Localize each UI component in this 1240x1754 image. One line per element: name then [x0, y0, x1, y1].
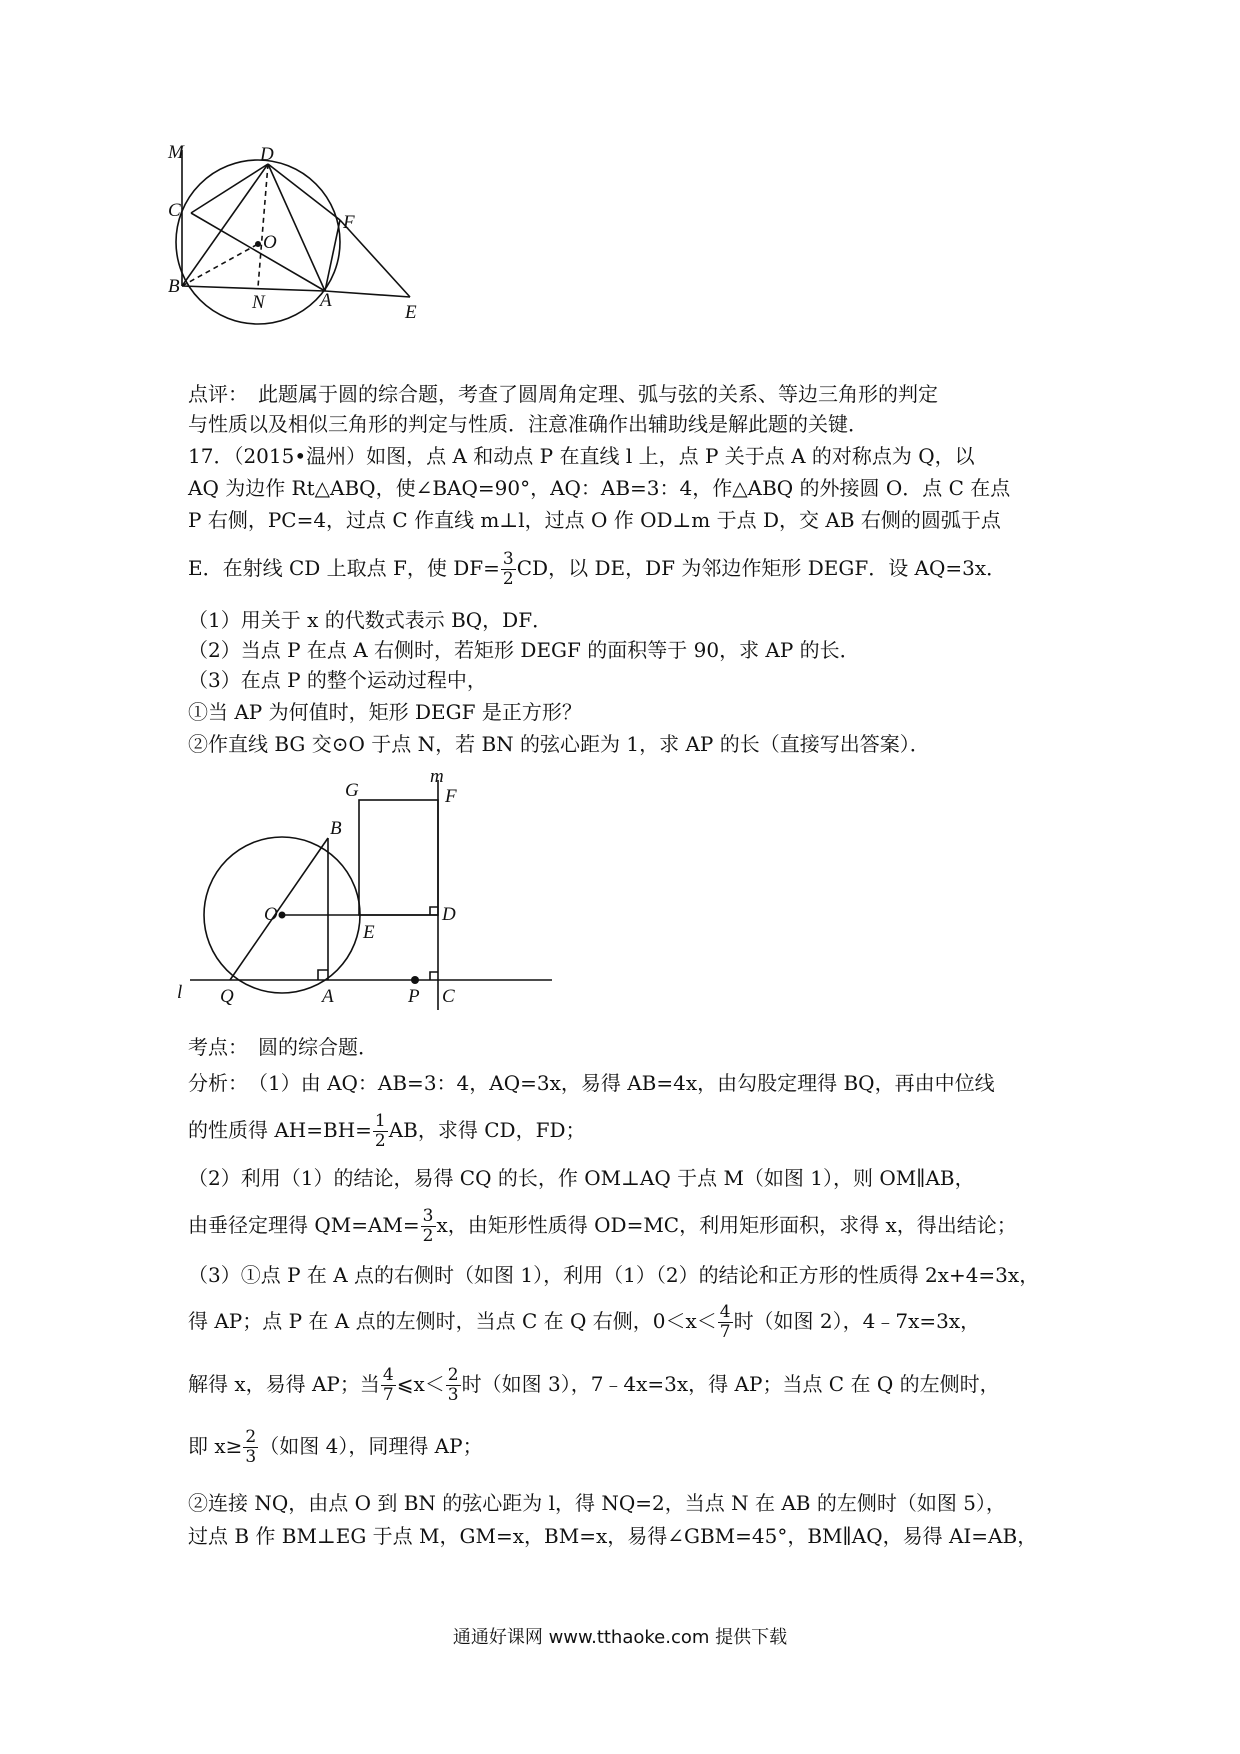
- label-N: N: [252, 292, 265, 313]
- label-C: C: [442, 986, 455, 1007]
- problem-line-4b: CD，以 DE，DF 为邻边作矩形 DEGF．设 AQ=3x．: [516, 556, 1007, 580]
- fraction-1-2: $\frac{1}{2}$: [374, 1111, 386, 1151]
- fraction-4-7: $\frac{4}{7}$: [719, 1302, 731, 1342]
- label-D: D: [442, 904, 456, 925]
- label-D: D: [260, 144, 274, 165]
- question-3-2: ②作直线 BG 交⊙O 于点 N，若 BN 的弦心距为 1，求 AP 的长（直接写出答案）．: [188, 732, 930, 756]
- label-O: O: [263, 232, 277, 253]
- analysis-line-1: 分析： （1）由 AQ：AB=3：4，AQ=3x，易得 AB=4x，由勾股定理得 BQ，再由中位线: [188, 1071, 995, 1095]
- label-B: B: [168, 276, 180, 297]
- fraction-3-2: $\frac{3}{2}$: [502, 549, 514, 589]
- label-E: E: [405, 302, 417, 323]
- label-G: G: [345, 780, 359, 801]
- label-Q: Q: [220, 986, 234, 1007]
- analysis-line-9: ②连接 NQ，由点 O 到 BN 的弦心距为 l，得 NQ=2，当点 N 在 AB 的左侧时（如图 5），: [188, 1491, 1006, 1515]
- analysis-line-8: 即 x≥ $\frac{2}{3}$ （如图 4），同理得 AP；: [188, 1427, 483, 1467]
- label-A: A: [320, 290, 332, 311]
- fraction-2-3: $\frac{2}{3}$: [245, 1427, 257, 1467]
- analysis-line-5: （3）①点 P 在 A 点的右侧时（如图 1），利用（1）（2）的结论和正方形的性质得 2x+4=3x，: [188, 1263, 1040, 1287]
- problem-line-3: P 右侧，PC=4，过点 C 作直线 m⊥l，过点 O 作 OD⊥m 于点 D，交 AB 右侧的圆弧于点: [188, 508, 1001, 532]
- analysis-line-4: 由垂径定理得 QM=AM= $\frac{3}{2}$ x，由矩形性质得 OD=MC，利用矩形面积，求得 x，得出结论；: [188, 1206, 1017, 1246]
- fraction-3-2: $\frac{3}{2}$: [422, 1206, 434, 1246]
- analysis-line-3: （2）利用（1）的结论，易得 CQ 的长，作 OM⊥AQ 于点 M（如图 1），则 OM∥AB，: [188, 1166, 975, 1190]
- label-l: l: [177, 982, 183, 1003]
- problem-line-1: 17．（2015•温州）如图，点 A 和动点 P 在直线 l 上，点 P 关于点 A 的对称点为 Q，以: [188, 444, 975, 468]
- problem-line-4: [188, 550, 1068, 589]
- kaodian: 考点： 圆的综合题．: [188, 1035, 378, 1059]
- label-P: P: [408, 986, 420, 1007]
- label-B: B: [330, 818, 342, 839]
- problem-line-4a: E．在射线 CD 上取点 F，使 DF=: [188, 556, 500, 580]
- label-E: E: [363, 922, 375, 943]
- review-line-1: 点评： 此题属于圆的综合题，考查了圆周角定理、弧与弦的关系、等边三角形的判定: [188, 382, 938, 406]
- label-C: C: [168, 200, 181, 221]
- rectangle-degf: [359, 800, 438, 915]
- analysis-line-7: 解得 x，易得 AP；当 $\frac{4}{7}$ ⩽x＜ $\frac{2}{3}$ 时（如图 3），7﹣4x=3x，得 AP；当点 C 在 Q 的左侧时，: [188, 1365, 1000, 1405]
- footer-source: 通通好课网 www.tthaoke.com 提供下载: [452, 1627, 788, 1648]
- label-O: O: [264, 904, 278, 925]
- label-F: F: [445, 786, 457, 807]
- question-3: （3）在点 P 的整个运动过程中，: [188, 668, 487, 692]
- analysis-line-6: 得 AP；点 P 在 A 点的左侧时，当点 C 在 Q 右侧，0＜x＜ $\frac{4}{7}$ 时（如图 2），4﹣7x=3x，: [188, 1302, 981, 1342]
- review-line-2: 与性质以及相似三角形的判定与性质．注意准确作出辅助线是解此题的关键．: [188, 412, 868, 436]
- label-m: m: [430, 766, 444, 787]
- label-M: M: [168, 142, 184, 163]
- fraction-2-3: $\frac{2}{3}$: [447, 1365, 459, 1405]
- analysis-line-10: 过点 B 作 BM⊥EG 于点 M，GM=x，BM=x，易得∠GBM=45°，BM∥AQ，易得 AI=AB，: [188, 1524, 1038, 1548]
- label-F: F: [343, 212, 355, 233]
- question-3-1: ①当 AP 为何值时，矩形 DEGF 是正方形？: [188, 700, 582, 724]
- question-1: （1）用关于 x 的代数式表示 BQ，DF．: [188, 608, 553, 632]
- analysis-line-2: 的性质得 AH=BH= $\frac{1}{2}$ AB，求得 CD，FD；: [188, 1111, 586, 1151]
- label-A: A: [322, 986, 334, 1007]
- figure-1-circle-diagram: [160, 140, 480, 340]
- problem-line-2: AQ 为边作 Rt△ABQ，使∠BAQ=90°，AQ：AB=3：4，作△ABQ 的外接圆 O．点 C 在点: [188, 476, 1011, 500]
- fraction-4-7: $\frac{4}{7}$: [382, 1365, 394, 1405]
- question-2: （2）当点 P 在点 A 右侧时，若矩形 DEGF 的面积等于 90，求 AP 的长．: [188, 638, 860, 662]
- figure-2-rectangle-circle-diagram: [177, 766, 560, 1020]
